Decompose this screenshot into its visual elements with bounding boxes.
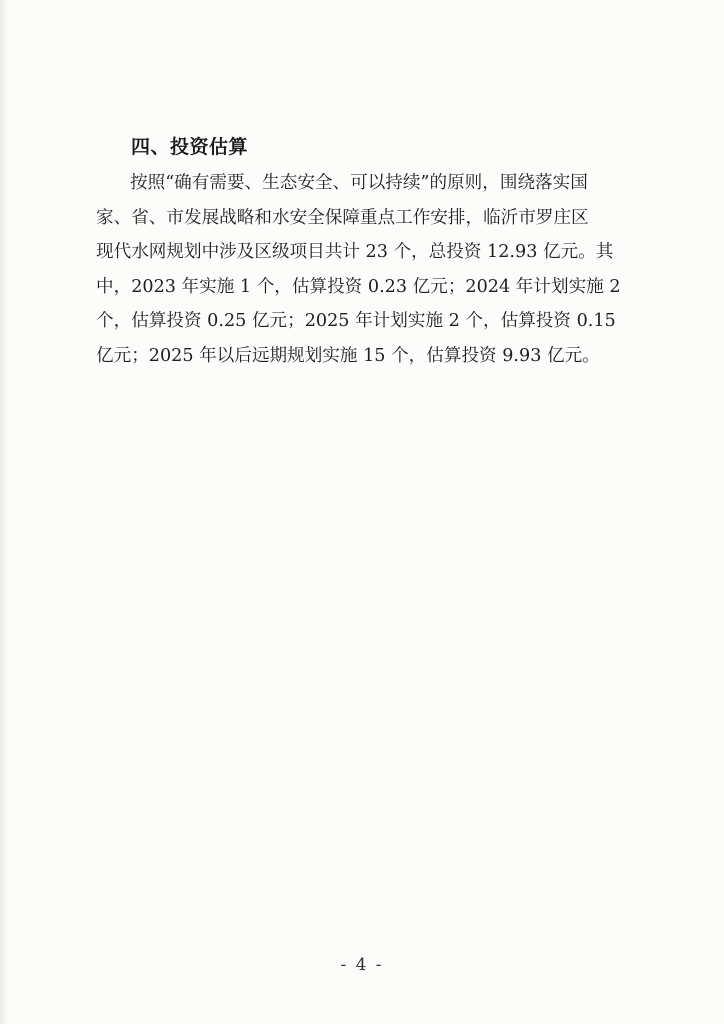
section-heading: 四、投资估算 <box>131 136 249 158</box>
section-body <box>96 166 636 373</box>
page-number: - 4 - <box>340 955 384 975</box>
body-line: 个，估算投资 0.25 亿元；2025 年计划实施 2 个，估算投资 0.15 <box>96 311 616 331</box>
body-line: 中，2023 年实施 1 个，估算投资 0.23 亿元；2024 年计划实施 2 <box>96 276 621 297</box>
body-line: 按照“确有需要、生态安全、可以持续”的原则，围绕落实国 <box>130 173 588 193</box>
body-line: 亿元；2025 年以后远期规划实施 15 个，估算投资 9.93 亿元。 <box>96 345 600 366</box>
body-line: 现代水网规划中涉及区级项目共计 23 个，总投资 12.93 亿元。其 <box>96 242 614 262</box>
scan-shadow-edge <box>0 0 8 1024</box>
body-line: 家、省、市发展战略和水安全保障重点工作安排，临沂市罗庄区 <box>96 207 589 228</box>
